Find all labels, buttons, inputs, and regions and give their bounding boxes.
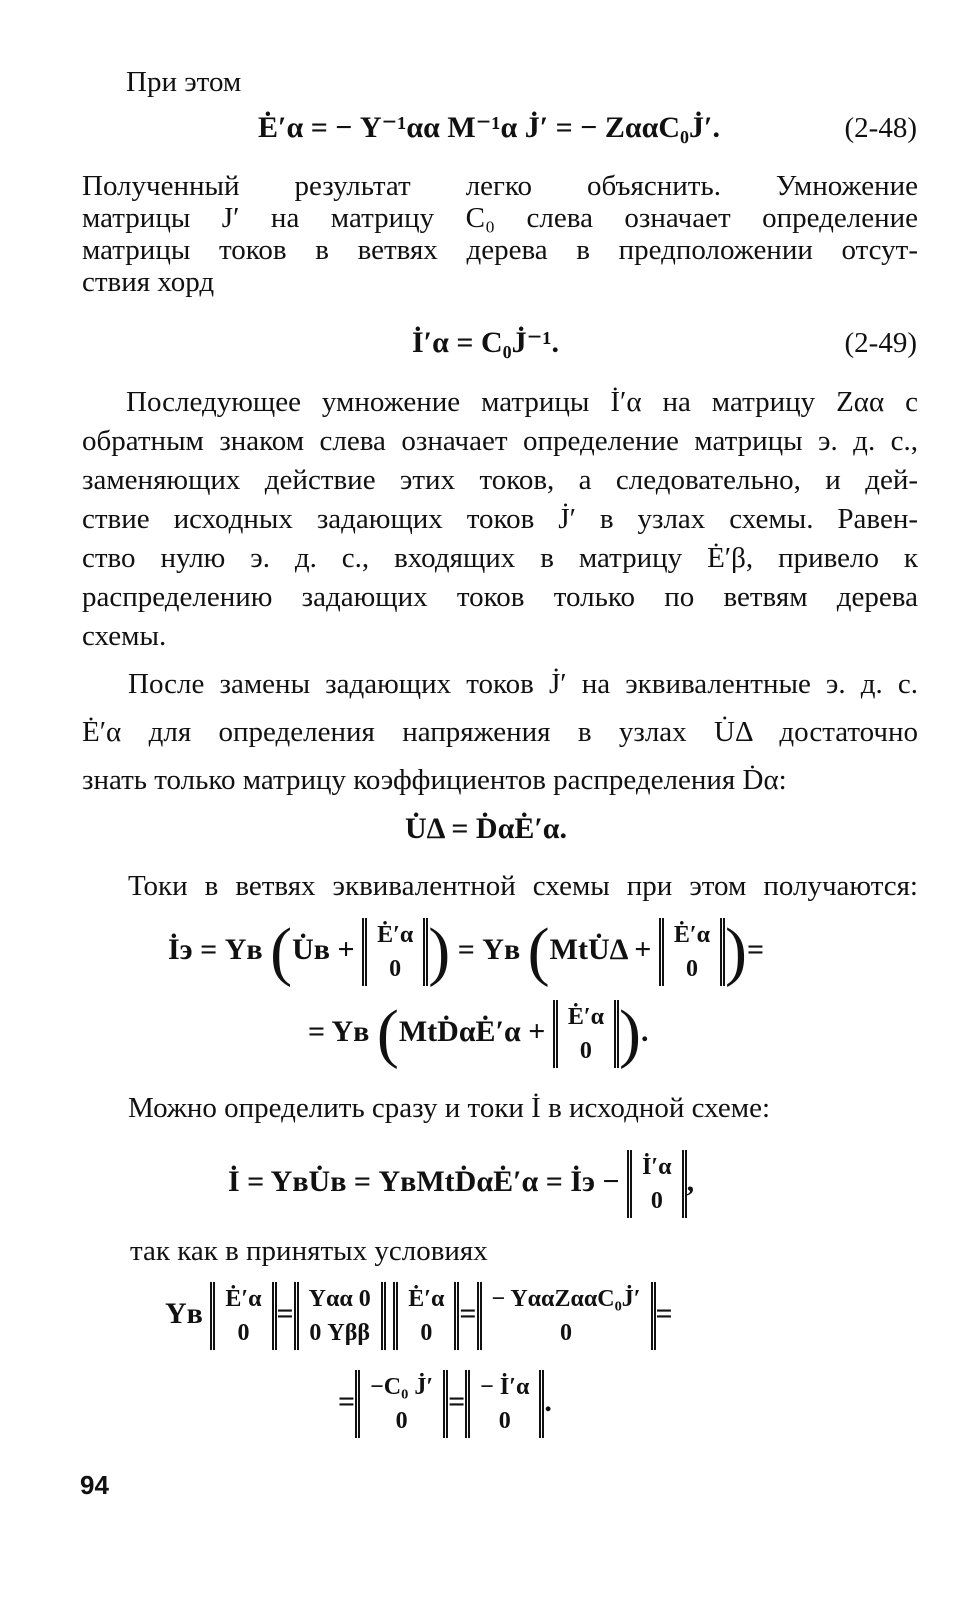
matrix (393, 1282, 459, 1350)
right-paren: ) (619, 997, 641, 1070)
matrix-cell: 0 (389, 956, 402, 982)
equation-number-2-49: (2-49) (844, 327, 917, 359)
text-line: После замены задающих токов J̇′ на эквивалентные э. д. с. (128, 668, 918, 700)
matrix (362, 918, 428, 986)
paragraph-3 (82, 660, 918, 804)
matrix-cell: 0 (579, 1038, 592, 1064)
matrix-cell: 0 (420, 1320, 433, 1346)
matrix (477, 1282, 656, 1350)
eq-part: = (655, 1296, 673, 1330)
eq-part: , (686, 1164, 695, 1198)
equation-number-2-48: (2-48) (844, 112, 917, 144)
right-paren: ) (428, 915, 451, 988)
matrix-cell: Ė′α (673, 922, 711, 948)
matrix-cell: 0 (685, 956, 698, 982)
eq-part: MtU̇Δ + (549, 932, 652, 966)
text-line: ствие исходных задающих токов J̇′ в узлах схемы. Равен- (82, 503, 918, 535)
text-line: Можно определить сразу и токи İ в исходной схеме: (128, 1092, 771, 1124)
left-paren: ( (376, 997, 399, 1070)
matrix (465, 1370, 544, 1438)
eq-part: İэ = Yв (168, 932, 263, 966)
matrix-cell: İ′α (642, 1154, 672, 1180)
matrix-cell: − YααZααC₀J̇′ (491, 1286, 641, 1312)
page-number: 94 (80, 1470, 109, 1500)
text-line: матрицы J′ на матрицу C₀ слева означает определение (82, 202, 918, 234)
paragraph-6 (130, 1235, 918, 1267)
eq-part: İ = YвU̇в = YвMtḊαĖ′α = İэ − (228, 1164, 620, 1198)
eq-part: U̇в + (292, 932, 355, 966)
equation-i (228, 1150, 694, 1218)
matrix-cell: Ė′α (567, 1004, 604, 1030)
matrix-cell: Ė′α (225, 1286, 262, 1312)
text-line: схемы. (82, 620, 167, 652)
intro-text: При этом (126, 66, 242, 98)
text-line: Последующее умножение матрицы İ′α на матрицу Zαα с (126, 386, 918, 418)
equation-2-49: İ′α = C₀J̇⁻¹. (412, 326, 559, 359)
matrix-cell: − İ′α (480, 1374, 530, 1400)
matrix (355, 1370, 448, 1438)
text-line: матрицы токов в ветвях дерева в предположении отсут- (82, 234, 918, 266)
eq-part: = (459, 1296, 477, 1330)
text-line: заменяющих действие этих токов, а следовательно, и дей- (82, 464, 918, 496)
matrix-cell: 0 (650, 1188, 663, 1214)
text-line: так как в принятых условиях (130, 1235, 488, 1267)
matrix-cell: Yαα 0 (308, 1286, 371, 1312)
matrix-cell: 0 Yββ (309, 1320, 371, 1346)
right-paren: ) (725, 915, 748, 988)
equation-y-line1 (165, 1282, 673, 1350)
matrix-cell: 0 (237, 1320, 250, 1346)
matrix-cell: 0 (498, 1408, 511, 1434)
paragraph-4 (128, 870, 918, 902)
eq-part: = Yв (457, 932, 521, 966)
paragraph-1 (82, 170, 918, 298)
eq-part: = (276, 1296, 294, 1330)
matrix (294, 1282, 386, 1350)
matrix-cell: Ė′α (408, 1286, 445, 1312)
matrix-cell: 0 (560, 1320, 573, 1346)
eq-part: = (338, 1384, 356, 1418)
matrix (627, 1150, 686, 1218)
eq-part: Yв (165, 1296, 203, 1330)
eq-part: MtḊαĖ′α + (398, 1014, 546, 1048)
eq-part: = Yв (308, 1014, 370, 1048)
matrix-cell: 0 (395, 1408, 408, 1434)
matrix (553, 1000, 619, 1068)
eq-part: . (544, 1384, 552, 1418)
text-line: ство нулю э. д. с., входящих в матрицу Ė′β, привело к (82, 542, 918, 574)
equation-ie-line2 (308, 997, 649, 1070)
eq-part: . (640, 1014, 649, 1048)
text-line: ствия хорд (82, 266, 215, 298)
matrix (659, 918, 725, 986)
equation-ie-line1 (168, 915, 765, 988)
paragraph-5 (128, 1092, 918, 1124)
left-paren: ( (527, 915, 550, 988)
equation-ud: U̇Δ = ḊαĖ′α. (405, 812, 568, 845)
matrix (210, 1282, 276, 1350)
eq-part: = (448, 1384, 466, 1418)
matrix-cell: Ė′α (377, 922, 414, 948)
eq-part: = (747, 932, 765, 966)
text-line: Токи в ветвях эквивалентной схемы при этом получаются: (128, 870, 918, 902)
equation-y-line2 (338, 1370, 552, 1438)
left-paren: ( (270, 915, 293, 988)
text-line: Ė′α для определения напряжения в узлах U̇Δ достаточно (82, 716, 918, 748)
text-line: распределению задающих токов только по ветвям дерева (82, 581, 918, 613)
matrix-cell: −C₀ J̇′ (370, 1374, 434, 1400)
equation-2-48: Ė′α = − Y⁻¹αα M⁻¹α J̇′ = − ZααC₀J̇′. (258, 111, 720, 144)
text-line: Полученный результат легко объяснить. Умножение (82, 170, 918, 202)
text-line: обратным знаком слева означает определение матрицы э. д. с., (82, 425, 918, 457)
text-line: знать только матрицу коэффициентов распределения Ḋα: (82, 764, 787, 796)
paragraph-2 (82, 383, 918, 656)
